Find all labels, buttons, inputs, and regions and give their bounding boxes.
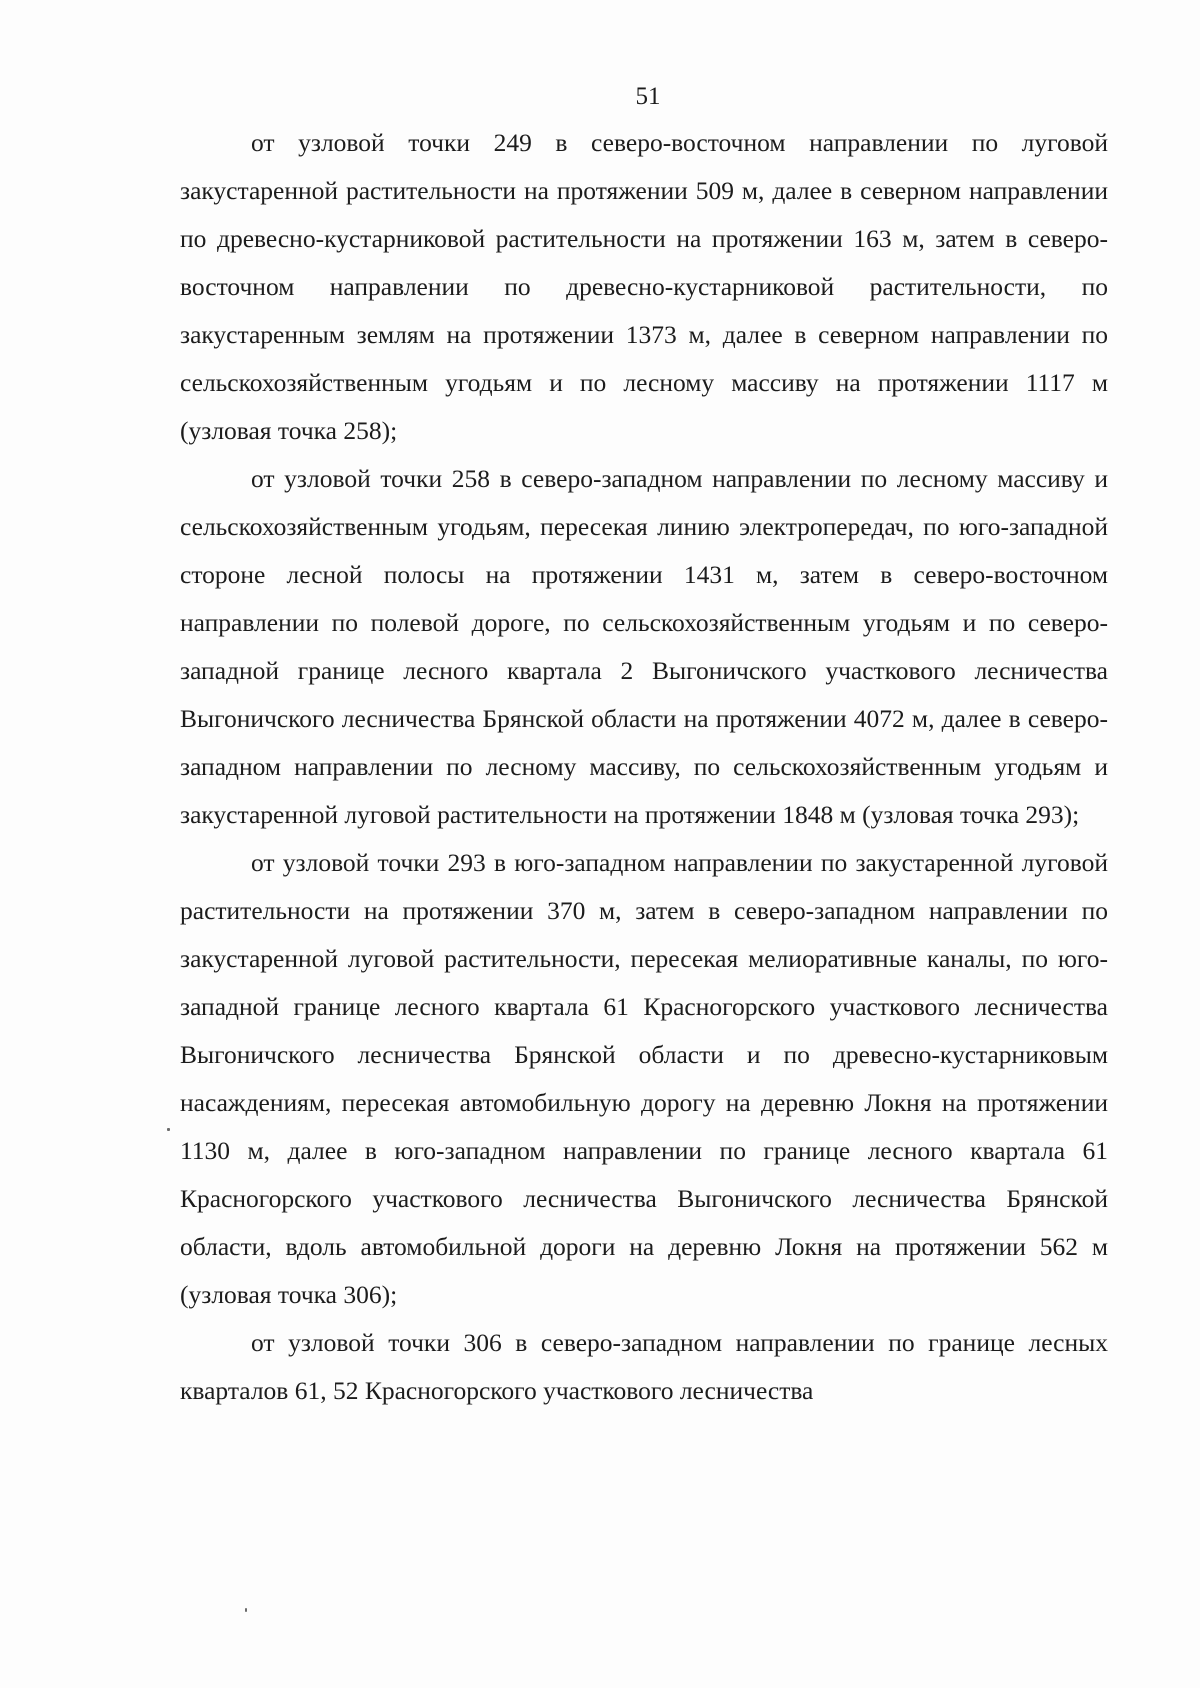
paragraph-node-306: от узловой точки 306 в северо-западном направлении по границе лесных кварталов 61, 52 Красногорского участкового лесничества	[180, 1328, 1108, 1405]
page-number: 51	[635, 83, 661, 110]
scan-speck	[167, 1128, 170, 1131]
paragraph-node-258: от узловой точки 258 в северо-западном направлении по лесному массиву и сельскохозяйственным угодьям, пересекая линию электропередач, по юго-западной стороне лесной полосы на протяжении 1431 м, затем в северо-восточном направлении по полевой дороге, по сельскохозяйственным угодьям и по северо-западной границе лесного квартала 2 Выгоничского участкового лесничества Выгоничского лесничества Брянской области на протяжении 4072 м, далее в северо-западном направлении по лесному массиву, по сельскохозяйственным угодьям и закустаренной луговой растительности на протяжении 1848 м (узловая точка 293);	[180, 464, 1108, 829]
document-body	[180, 119, 1108, 1415]
scan-speck	[245, 1608, 247, 1612]
paragraph-node-249: от узловой точки 249 в северо-восточном направлении по луговой закустаренной растительности на протяжении 509 м, далее в северном направлении по древесно-кустарниковой растительности на протяжении 163 м, затем в северо-восточном направлении по древесно-кустарниковой растительности, по закустаренным землям на протяжении 1373 м, далее в северном направлении по сельскохозяйственным угодьям и по лесному массиву на протяжении 1117 м (узловая точка 258);	[180, 128, 1108, 445]
paragraph-node-293: от узловой точки 293 в юго-западном направлении по закустаренной луговой растительности на протяжении 370 м, затем в северо-западном направлении по закустаренной луговой растительности, пересекая мелиоративные каналы, по юго-западной границе лесного квартала 61 Красногорского участкового лесничества Выгоничского лесничества Брянской области и по древесно-кустарниковым насаждениям, пересекая автомобильную дорогу на деревню Локня на протяжении 1130 м, далее в юго-западном направлении по границе лесного квартала 61 Красногорского участкового лесничества Выгоничского лесничества Брянской области, вдоль автомобильной дороги на деревню Локня на протяжении 562 м (узловая точка 306);	[180, 848, 1108, 1309]
